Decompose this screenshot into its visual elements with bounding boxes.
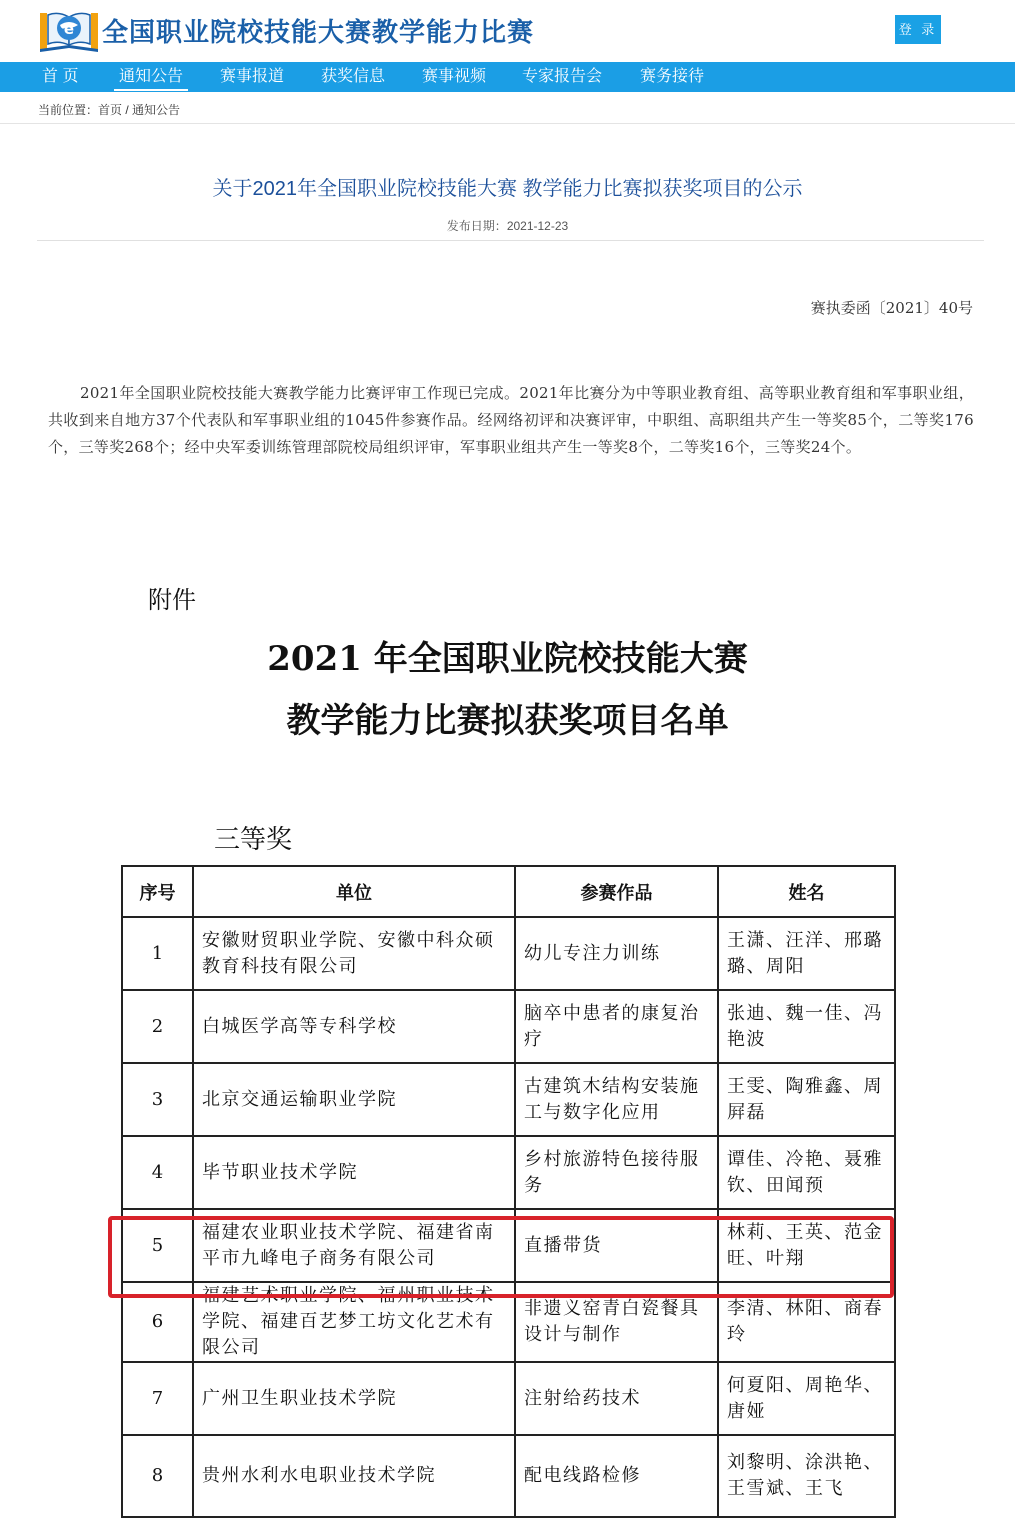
site-title: 全国职业院校技能大赛教学能力比赛 xyxy=(102,17,535,48)
table-header-row xyxy=(122,866,895,917)
main-nav xyxy=(0,62,1015,92)
cell-names: 王潇、汪洋、邢璐璐、周阳 xyxy=(718,917,895,990)
publish-date-value: 2021-12-23 xyxy=(506,219,569,233)
nav-item-expert-talks[interactable]: 专家报告会 xyxy=(522,68,603,85)
table-row xyxy=(122,1136,895,1209)
breadcrumb-divider xyxy=(0,123,1015,124)
cell-no: 1 xyxy=(122,917,193,990)
cell-work: 直播带货 xyxy=(515,1209,718,1282)
article-title: 关于2021年全国职业院校技能大赛 教学能力比赛拟获奖项目的公示 xyxy=(212,178,803,200)
column-header-names: 姓名 xyxy=(718,866,895,917)
cell-names: 何夏阳、周艳华、唐娅 xyxy=(718,1362,895,1435)
cell-no: 3 xyxy=(122,1063,193,1136)
table-row xyxy=(122,1063,895,1136)
svg-text:e: e xyxy=(63,20,75,38)
award-list-table xyxy=(121,865,896,1518)
site-logo[interactable] xyxy=(38,6,534,54)
document-number: 赛执委函〔2021〕40号 xyxy=(810,299,973,317)
table-row xyxy=(122,1435,895,1517)
publish-date xyxy=(0,217,1015,234)
column-header-no: 序号 xyxy=(122,866,193,917)
cell-unit: 毕节职业技术学院 xyxy=(193,1136,515,1209)
breadcrumb-home-link[interactable]: 首页 xyxy=(98,103,123,117)
table-row xyxy=(122,1362,895,1435)
cell-names: 李清、林阳、商春玲 xyxy=(718,1282,895,1362)
nav-item-awards[interactable]: 获奖信息 xyxy=(321,68,386,85)
publish-date-label: 发布日期： xyxy=(446,219,507,233)
cell-work: 幼儿专注力训练 xyxy=(515,917,718,990)
cell-unit: 安徽财贸职业学院、安徽中科众硕教育科技有限公司 xyxy=(193,917,515,990)
cell-no: 6 xyxy=(122,1282,193,1362)
cell-work: 脑卒中患者的康复治疗 xyxy=(515,990,718,1063)
cell-names: 王雯、陶雅鑫、周屛磊 xyxy=(718,1063,895,1136)
cell-no: 7 xyxy=(122,1362,193,1435)
nav-item-home[interactable]: 首 页 xyxy=(42,68,79,85)
table-row xyxy=(122,1282,895,1362)
cell-unit: 福建艺术职业学院、福州职业技术学院、福建百艺梦工坊文化艺术有限公司 xyxy=(193,1282,515,1362)
nav-item-reports[interactable]: 赛事报道 xyxy=(220,68,285,85)
cell-work: 配电线路检修 xyxy=(515,1435,718,1517)
cell-names: 林莉、王英、范金旺、叶翔 xyxy=(718,1209,895,1282)
cell-unit: 贵州水利水电职业技术学院 xyxy=(193,1435,515,1517)
cell-no: 8 xyxy=(122,1435,193,1517)
cell-no: 5 xyxy=(122,1209,193,1282)
attachment-title-line1: 2021 年全国职业院校技能大赛 xyxy=(267,639,748,679)
cell-names: 张迪、魏一佳、冯艳波 xyxy=(718,990,895,1063)
cell-names: 刘黎明、涂洪艳、王雪斌、王飞 xyxy=(718,1435,895,1517)
nav-item-videos[interactable]: 赛事视频 xyxy=(422,68,487,85)
column-header-work: 参赛作品 xyxy=(515,866,718,917)
cell-work: 乡村旅游特色接待服务 xyxy=(515,1136,718,1209)
nav-item-notices[interactable]: 通知公告 xyxy=(114,62,188,91)
login-button[interactable]: 登 录 xyxy=(895,15,941,44)
article-body: 2021年全国职业院校技能大赛教学能力比赛评审工作现已完成。2021年比赛分为中等职业教育组、高等职业教育组和军事职业组，共收到来自地方37个代表队和军事职业组的1045件参赛作品。经网络初评和决赛评审，中职组、高职组共产生一等奖85个，二等奖176个，三等奖268个；经中央军委训练管理部院校局组织评审，军事职业组共产生一等奖8个，二等奖16个，三等奖24个。 xyxy=(48,384,974,456)
cell-work: 非遗义窑青白瓷餐具设计与制作 xyxy=(515,1282,718,1362)
attachment-title-line2: 教学能力比赛拟获奖项目名单 xyxy=(286,701,729,741)
table-row xyxy=(122,917,895,990)
cell-unit: 广州卫生职业技术学院 xyxy=(193,1362,515,1435)
table-row xyxy=(122,990,895,1063)
table-row-highlighted xyxy=(122,1209,895,1282)
column-header-unit: 单位 xyxy=(193,866,515,917)
prize-level-heading: 三等奖 xyxy=(214,825,293,855)
cell-work: 注射给药技术 xyxy=(515,1362,718,1435)
cell-unit: 白城医学高等专科学校 xyxy=(193,990,515,1063)
breadcrumb-current[interactable]: 通知公告 xyxy=(132,103,181,117)
cell-no: 4 xyxy=(122,1136,193,1209)
cell-unit: 北京交通运输职业学院 xyxy=(193,1063,515,1136)
cell-work: 古建筑木结构安装施工与数字化应用 xyxy=(515,1063,718,1136)
cell-no: 2 xyxy=(122,990,193,1063)
breadcrumb xyxy=(38,101,180,118)
cell-unit: 福建农业职业技术学院、福建省南平市九峰电子商务有限公司 xyxy=(193,1209,515,1282)
nav-item-reception[interactable]: 赛务接待 xyxy=(640,68,705,85)
breadcrumb-separator: / xyxy=(122,103,133,117)
breadcrumb-prefix: 当前位置： xyxy=(38,103,99,117)
cell-names: 谭佳、冷艳、聂雅钦、田闻预 xyxy=(718,1136,895,1209)
attachment-label: 附件 xyxy=(148,586,196,614)
site-header xyxy=(0,0,1015,62)
article-divider xyxy=(37,240,984,241)
book-globe-logo-icon xyxy=(38,7,100,53)
